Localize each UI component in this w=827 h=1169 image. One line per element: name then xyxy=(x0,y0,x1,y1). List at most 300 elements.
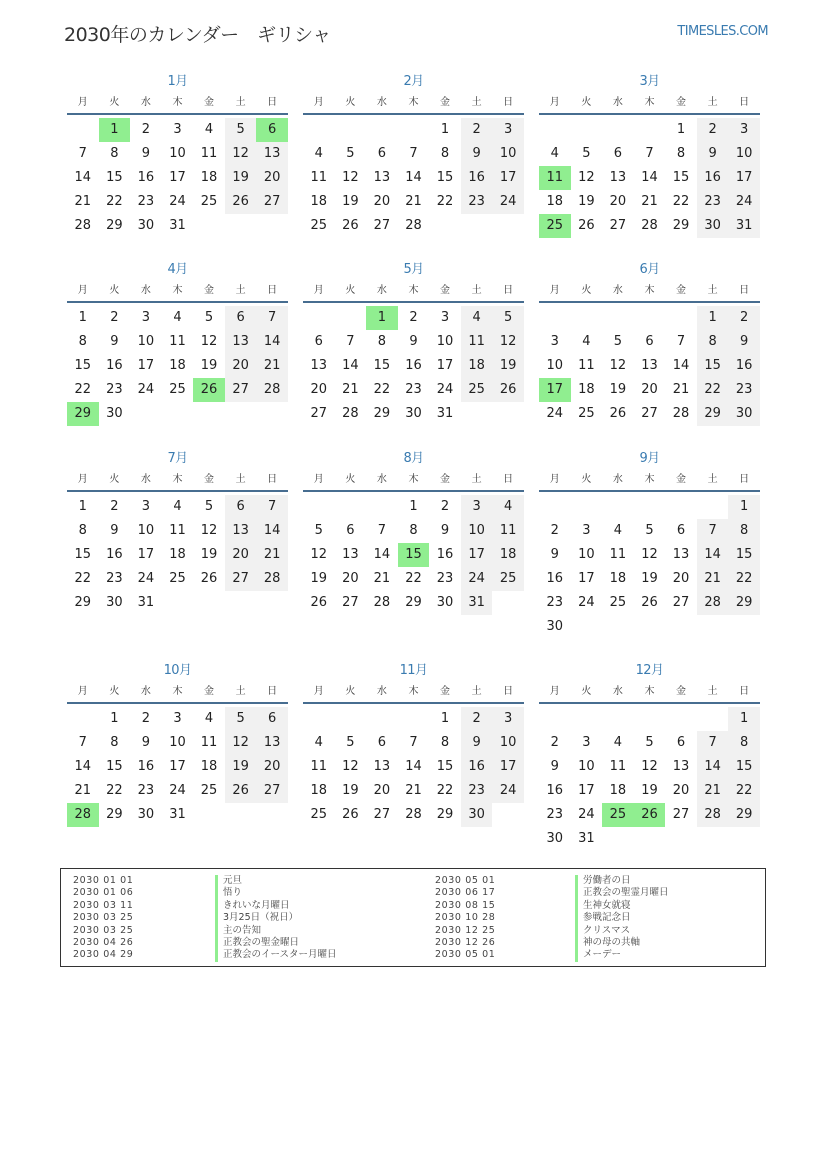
day-cell: 31 xyxy=(137,595,155,610)
day-cell: 26 xyxy=(342,807,359,822)
weekday-header xyxy=(67,472,288,492)
day-cell: 14 xyxy=(405,759,422,774)
day-cell: 29 xyxy=(728,803,760,827)
day-cell: 18 xyxy=(169,358,186,373)
day-cell: 5 xyxy=(492,306,524,330)
day-cell: 9 xyxy=(728,330,760,354)
empty-cell xyxy=(634,118,666,142)
day-cell: 3 xyxy=(582,523,591,538)
day-cell: 4 xyxy=(173,499,182,514)
day-cell: 6 xyxy=(377,146,387,161)
weekday-label: 木 xyxy=(644,97,655,108)
day-cell: 21 xyxy=(672,382,690,397)
weekday-label: 水 xyxy=(376,97,387,108)
holiday-name: 正教会のイースター月曜日 xyxy=(215,949,337,961)
day-cell: 10 xyxy=(578,759,595,774)
day-cell: 24 xyxy=(728,190,760,214)
day-cell: 5 xyxy=(582,146,591,161)
month-name: 5月 xyxy=(403,262,424,277)
day-cell: 29 xyxy=(373,406,391,421)
day-cell: 3 xyxy=(728,118,760,142)
day-cell: 27 xyxy=(225,567,257,591)
day-cell: 15 xyxy=(436,170,454,185)
day-cell: 4 xyxy=(314,735,323,750)
day-cell: 9 xyxy=(550,547,559,562)
day-cell: 11 xyxy=(169,334,186,349)
day-cell: 9 xyxy=(461,142,493,166)
day-grid xyxy=(67,306,288,426)
day-cell: 29 xyxy=(106,807,123,822)
day-cell: 2 xyxy=(110,310,119,325)
holiday-dates-left xyxy=(73,875,133,962)
weekday-label: 土 xyxy=(471,474,482,485)
day-cell: 19 xyxy=(578,194,595,209)
day-cell: 26 xyxy=(492,378,524,402)
day-cell: 1 xyxy=(110,711,119,726)
day-grid xyxy=(539,306,760,426)
day-cell: 24 xyxy=(578,595,595,610)
weekday-header xyxy=(67,684,288,704)
day-cell: 17 xyxy=(137,547,155,562)
weekday-label: 日 xyxy=(503,686,514,697)
holiday-name: 参戦記念日 xyxy=(575,912,669,924)
day-cell: 30 xyxy=(728,402,760,426)
weekday-label: 水 xyxy=(612,474,623,485)
day-cell: 17 xyxy=(461,543,493,567)
day-cell: 27 xyxy=(256,779,288,803)
weekday-label: 金 xyxy=(204,285,215,296)
weekday-label: 木 xyxy=(408,285,419,296)
day-cell: 19 xyxy=(225,166,257,190)
weekday-label: 水 xyxy=(140,285,151,296)
day-cell: 9 xyxy=(440,523,450,538)
day-cell: 5 xyxy=(645,735,654,750)
day-cell: 31 xyxy=(728,214,760,238)
day-cell: 1 xyxy=(409,499,418,514)
holiday-name: きれいな月曜日 xyxy=(215,900,337,912)
day-cell: 30 xyxy=(137,807,155,822)
day-cell: 29 xyxy=(728,591,760,615)
day-cell: 10 xyxy=(461,519,493,543)
day-cell: 25 xyxy=(492,567,524,591)
day-cell: 20 xyxy=(672,783,690,798)
holiday-dates-right xyxy=(435,875,495,962)
day-cell: 10 xyxy=(169,146,186,161)
site-brand[interactable]: TIMESLES.COM xyxy=(677,24,768,39)
day-cell: 22 xyxy=(436,783,454,798)
day-cell: 5 xyxy=(204,310,214,325)
day-cell: 4 xyxy=(613,735,623,750)
holiday-name: 悟り xyxy=(215,887,337,899)
day-cell: 21 xyxy=(405,194,422,209)
holiday-list xyxy=(60,868,766,967)
weekday-header xyxy=(303,283,524,303)
month-2 xyxy=(303,73,524,238)
day-cell: 5 xyxy=(225,707,257,731)
day-cell: 28 xyxy=(405,807,422,822)
day-cell: 4 xyxy=(582,334,591,349)
day-cell: 13 xyxy=(225,330,257,354)
day-cell: 18 xyxy=(578,382,595,397)
day-cell: 21 xyxy=(256,543,288,567)
holiday-name: 正教会の聖霊月曜日 xyxy=(575,887,669,899)
day-cell: 31 xyxy=(461,591,493,615)
month-name: 9月 xyxy=(639,451,660,466)
day-cell: 30 xyxy=(405,406,422,421)
weekday-label: 水 xyxy=(376,285,387,296)
holiday-date: 2030 01 01 xyxy=(73,875,134,886)
day-cell: 12 xyxy=(225,142,257,166)
weekday-label: 月 xyxy=(549,686,560,697)
day-cell: 4 xyxy=(492,495,524,519)
day-cell: 15 xyxy=(436,759,454,774)
day-cell: 5 xyxy=(314,523,323,538)
day-cell: 13 xyxy=(342,547,359,562)
weekday-label: 水 xyxy=(612,97,623,108)
weekday-label: 金 xyxy=(440,474,451,485)
empty-cell xyxy=(398,707,430,731)
empty-cell xyxy=(539,707,571,731)
weekday-label: 木 xyxy=(644,686,655,697)
weekday-label: 水 xyxy=(140,97,151,108)
weekday-label: 日 xyxy=(739,97,750,108)
day-grid xyxy=(303,118,524,238)
weekday-label: 土 xyxy=(707,686,718,697)
day-cell: 27 xyxy=(641,406,658,421)
weekday-label: 日 xyxy=(503,97,514,108)
day-cell: 15 xyxy=(728,755,760,779)
month-12 xyxy=(539,662,760,851)
day-cell: 25 xyxy=(200,194,218,209)
day-cell: 7 xyxy=(78,146,87,161)
day-cell: 23 xyxy=(546,807,564,822)
day-cell: 26 xyxy=(225,779,257,803)
day-cell: 9 xyxy=(110,334,119,349)
day-cell: 5 xyxy=(346,735,355,750)
day-cell: 29 xyxy=(436,807,454,822)
day-cell: 8 xyxy=(440,146,450,161)
day-cell: 24 xyxy=(169,194,186,209)
weekday-label: 土 xyxy=(235,285,246,296)
holiday-date: 2030 03 25 xyxy=(73,924,134,936)
day-cell: 15 xyxy=(398,543,430,567)
empty-cell xyxy=(366,495,398,519)
holiday-name: 生神女就寝 xyxy=(575,900,669,912)
empty-cell xyxy=(303,707,335,731)
month-3 xyxy=(539,73,760,238)
month-10 xyxy=(67,662,288,827)
holiday-date: 2030 06 17 xyxy=(435,887,496,899)
day-cell: 20 xyxy=(641,382,658,397)
empty-cell xyxy=(303,306,335,330)
weekday-header xyxy=(67,95,288,115)
day-cell: 13 xyxy=(609,170,627,185)
weekday-label: 火 xyxy=(109,285,120,296)
day-cell: 2 xyxy=(550,523,559,538)
day-cell: 5 xyxy=(225,118,257,142)
day-cell: 11 xyxy=(578,358,595,373)
day-cell: 8 xyxy=(676,146,686,161)
day-cell: 15 xyxy=(373,358,391,373)
weekday-label: 火 xyxy=(109,474,120,485)
day-cell: 22 xyxy=(728,779,760,803)
day-cell: 23 xyxy=(137,194,155,209)
day-cell: 31 xyxy=(436,406,454,421)
day-cell: 27 xyxy=(373,218,391,233)
day-cell: 4 xyxy=(204,122,214,137)
day-cell: 30 xyxy=(137,218,155,233)
empty-cell xyxy=(602,707,634,731)
day-cell: 27 xyxy=(310,406,328,421)
day-cell: 13 xyxy=(672,547,690,562)
empty-cell xyxy=(335,118,367,142)
empty-cell xyxy=(571,707,603,731)
weekday-header xyxy=(539,472,760,492)
day-cell: 22 xyxy=(106,783,123,798)
day-cell: 21 xyxy=(697,779,729,803)
weekday-label: 土 xyxy=(235,686,246,697)
weekday-label: 日 xyxy=(739,285,750,296)
day-cell: 6 xyxy=(645,334,654,349)
day-cell: 7 xyxy=(409,146,418,161)
day-cell: 10 xyxy=(546,358,564,373)
weekday-header xyxy=(539,283,760,303)
day-cell: 31 xyxy=(578,831,595,846)
empty-cell xyxy=(335,306,367,330)
day-cell: 24 xyxy=(492,190,524,214)
empty-cell xyxy=(571,495,603,519)
day-cell: 24 xyxy=(137,382,155,397)
day-cell: 20 xyxy=(373,194,391,209)
day-cell: 14 xyxy=(256,519,288,543)
day-cell: 4 xyxy=(461,306,493,330)
empty-cell xyxy=(602,306,634,330)
weekday-label: 日 xyxy=(503,285,514,296)
day-cell: 28 xyxy=(67,803,99,827)
day-cell: 15 xyxy=(106,759,123,774)
day-cell: 2 xyxy=(110,499,119,514)
day-cell: 2 xyxy=(461,118,493,142)
day-cell: 22 xyxy=(405,571,422,586)
day-cell: 6 xyxy=(377,735,387,750)
day-cell: 10 xyxy=(169,735,186,750)
day-cell: 24 xyxy=(436,382,454,397)
day-cell: 26 xyxy=(310,595,328,610)
weekday-label: 月 xyxy=(549,97,560,108)
weekday-label: 火 xyxy=(581,97,592,108)
day-cell: 11 xyxy=(609,547,627,562)
day-cell: 19 xyxy=(200,547,218,562)
holiday-date: 2030 08 15 xyxy=(435,899,496,911)
day-cell: 2 xyxy=(461,707,493,731)
day-cell: 17 xyxy=(492,166,524,190)
empty-cell xyxy=(602,118,634,142)
day-cell: 1 xyxy=(697,306,729,330)
day-cell: 7 xyxy=(377,523,387,538)
day-cell: 2 xyxy=(550,735,559,750)
day-cell: 27 xyxy=(225,378,257,402)
day-cell: 23 xyxy=(697,190,729,214)
day-cell: 14 xyxy=(697,755,729,779)
day-cell: 17 xyxy=(169,759,186,774)
day-cell: 22 xyxy=(436,194,454,209)
empty-cell xyxy=(539,118,571,142)
day-cell: 11 xyxy=(609,759,627,774)
day-cell: 20 xyxy=(310,382,328,397)
day-cell: 6 xyxy=(256,118,288,142)
day-cell: 14 xyxy=(672,358,690,373)
day-cell: 3 xyxy=(492,707,524,731)
day-cell: 25 xyxy=(578,406,595,421)
weekday-label: 火 xyxy=(109,686,120,697)
day-cell: 26 xyxy=(609,406,627,421)
day-cell: 11 xyxy=(200,146,218,161)
empty-cell xyxy=(697,495,729,519)
weekday-label: 日 xyxy=(503,474,514,485)
weekday-label: 火 xyxy=(581,686,592,697)
empty-cell xyxy=(571,306,603,330)
day-cell: 17 xyxy=(169,170,186,185)
weekday-label: 金 xyxy=(440,97,451,108)
day-cell: 13 xyxy=(373,759,391,774)
holiday-name: 3月25日（祝日） xyxy=(215,912,337,924)
empty-cell xyxy=(366,118,398,142)
day-cell: 28 xyxy=(74,218,92,233)
weekday-label: 月 xyxy=(549,285,560,296)
holiday-name: 元旦 xyxy=(215,875,337,887)
empty-cell xyxy=(335,495,367,519)
weekday-label: 木 xyxy=(408,686,419,697)
day-cell: 1 xyxy=(440,122,450,137)
weekday-label: 木 xyxy=(408,97,419,108)
day-cell: 28 xyxy=(256,378,288,402)
weekday-label: 月 xyxy=(549,474,560,485)
day-cell: 20 xyxy=(225,543,257,567)
day-cell: 22 xyxy=(697,378,729,402)
weekday-label: 水 xyxy=(140,686,151,697)
day-cell: 20 xyxy=(256,166,288,190)
empty-cell xyxy=(697,707,729,731)
day-cell: 25 xyxy=(310,218,328,233)
day-cell: 17 xyxy=(728,166,760,190)
day-cell: 7 xyxy=(256,495,288,519)
day-cell: 15 xyxy=(74,358,92,373)
holiday-name: クリスマス xyxy=(575,925,669,937)
day-cell: 29 xyxy=(106,218,123,233)
holiday-date: 2030 01 06 xyxy=(73,887,134,899)
holiday-date: 2030 04 26 xyxy=(73,936,134,948)
day-cell: 3 xyxy=(173,122,182,137)
day-cell: 28 xyxy=(672,406,690,421)
day-cell: 12 xyxy=(200,334,218,349)
day-cell: 1 xyxy=(728,707,760,731)
day-cell: 22 xyxy=(74,382,92,397)
day-cell: 10 xyxy=(137,334,155,349)
day-cell: 2 xyxy=(697,118,729,142)
empty-cell xyxy=(665,306,697,330)
day-cell: 1 xyxy=(78,499,87,514)
day-cell: 16 xyxy=(697,166,729,190)
day-cell: 16 xyxy=(546,571,564,586)
day-cell: 30 xyxy=(546,619,564,634)
day-cell: 15 xyxy=(728,543,760,567)
day-cell: 8 xyxy=(110,146,119,161)
day-cell: 6 xyxy=(256,707,288,731)
day-cell: 28 xyxy=(405,218,422,233)
day-cell: 5 xyxy=(613,334,623,349)
day-cell: 23 xyxy=(106,571,123,586)
day-cell: 18 xyxy=(169,547,186,562)
day-cell: 11 xyxy=(461,330,493,354)
day-grid xyxy=(539,118,760,238)
day-cell: 9 xyxy=(461,731,493,755)
day-cell: 17 xyxy=(436,358,454,373)
weekday-label: 日 xyxy=(267,686,278,697)
day-cell: 12 xyxy=(342,170,359,185)
day-cell: 9 xyxy=(141,735,151,750)
day-cell: 23 xyxy=(546,595,564,610)
day-cell: 17 xyxy=(578,571,595,586)
day-cell: 12 xyxy=(641,759,658,774)
day-cell: 23 xyxy=(728,378,760,402)
day-cell: 12 xyxy=(609,358,627,373)
day-cell: 25 xyxy=(310,807,328,822)
day-grid xyxy=(67,495,288,615)
weekday-label: 木 xyxy=(408,474,419,485)
weekday-label: 月 xyxy=(77,97,88,108)
day-cell: 24 xyxy=(546,406,564,421)
day-cell: 18 xyxy=(310,194,328,209)
day-cell: 3 xyxy=(141,310,151,325)
day-cell: 14 xyxy=(74,170,92,185)
weekday-label: 火 xyxy=(345,474,356,485)
weekday-label: 火 xyxy=(581,474,592,485)
weekday-label: 木 xyxy=(172,97,183,108)
day-cell: 6 xyxy=(676,523,686,538)
month-name: 12月 xyxy=(635,663,664,678)
day-cell: 25 xyxy=(169,382,186,397)
day-cell: 1 xyxy=(366,306,398,330)
day-cell: 16 xyxy=(106,547,123,562)
day-cell: 29 xyxy=(672,218,690,233)
day-cell: 10 xyxy=(728,142,760,166)
weekday-label: 金 xyxy=(204,97,215,108)
day-cell: 1 xyxy=(728,495,760,519)
weekday-label: 金 xyxy=(676,97,687,108)
day-cell: 21 xyxy=(697,567,729,591)
day-cell: 28 xyxy=(697,591,729,615)
day-cell: 20 xyxy=(373,783,391,798)
holiday-date: 2030 10 28 xyxy=(435,912,496,924)
holiday-date: 2030 12 25 xyxy=(435,924,496,936)
day-cell: 8 xyxy=(728,731,760,755)
day-cell: 8 xyxy=(78,334,87,349)
day-cell: 21 xyxy=(641,194,658,209)
day-grid xyxy=(67,118,288,238)
weekday-header xyxy=(303,472,524,492)
weekday-label: 木 xyxy=(644,285,655,296)
day-cell: 15 xyxy=(74,547,92,562)
day-cell: 7 xyxy=(676,334,686,349)
weekday-header xyxy=(303,95,524,115)
day-cell: 24 xyxy=(461,567,493,591)
day-cell: 12 xyxy=(225,731,257,755)
day-cell: 8 xyxy=(377,334,387,349)
day-cell: 3 xyxy=(550,334,559,349)
day-cell: 4 xyxy=(613,523,623,538)
holiday-name: 神の母の共軸 xyxy=(575,937,669,949)
day-cell: 28 xyxy=(342,406,359,421)
